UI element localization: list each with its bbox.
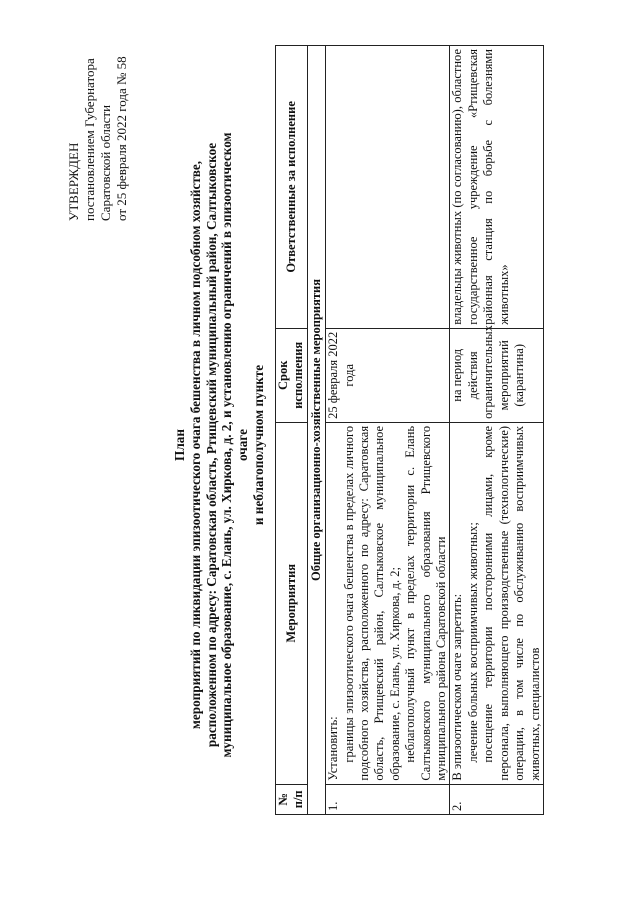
row-num: 1. bbox=[326, 784, 450, 814]
title-line: и неблагополучном пункте bbox=[250, 364, 266, 526]
row-num: 2. bbox=[450, 784, 543, 814]
row-responsible: владельцы животных (по согласованию), областное государственное учреждение «Ртищевская районная станция по борьбе с болезнями животных» bbox=[450, 46, 543, 329]
title-line: План bbox=[172, 429, 187, 461]
title-line: расположенном по адресу: Саратовская область, Ртищевский муниципальный район, Салтыковское bbox=[203, 142, 219, 748]
document-title bbox=[172, 115, 267, 775]
approval-line: Саратовской области bbox=[98, 104, 113, 221]
row-activity bbox=[450, 422, 543, 784]
title-line: мероприятий по ликвидации эпизоотического очага бешенства в личном подсобном хозяйстве, bbox=[187, 160, 203, 730]
activity-paragraph: посещение территории посторонними лицами, кроме персонала, выполняющего производственные (технологические) операции, в том числе по обслуживанию восприимчивых животных, специалистов bbox=[481, 425, 542, 781]
header-activity: Мероприятия bbox=[276, 422, 308, 784]
approval-line: от 25 февраля 2022 года № 58 bbox=[114, 56, 129, 221]
activity-paragraph: границы эпизоотического очага бешенства в пределах личного подсобного хозяйства, расположенного по адресу: Саратовская область, Ртищевский район, Салтыковское муниципальное образование, с. Елань, ул. Хиркова, д. 2; bbox=[341, 425, 402, 781]
activity-intro: Установить: bbox=[326, 716, 341, 781]
row-term: 25 февраля 2022 года bbox=[326, 328, 450, 422]
approval-stamp bbox=[66, 11, 130, 221]
section-title: Общие организационно-хозяйственные мероприятия bbox=[307, 46, 325, 815]
header-num: № п/п bbox=[276, 784, 308, 814]
table-header-row bbox=[276, 46, 308, 815]
section-row bbox=[307, 46, 325, 815]
activity-intro: В эпизоотическом очаге запретить: bbox=[450, 593, 465, 781]
header-responsible: Ответственные за исполнение bbox=[276, 46, 308, 329]
activity-paragraph: лечение больных восприимчивых животных; bbox=[465, 522, 480, 763]
table-row bbox=[450, 46, 543, 815]
approval-line: постановлением Губернатора bbox=[82, 58, 97, 221]
table-row bbox=[326, 46, 450, 815]
title-line: муниципальное образование, с. Елань, ул. Хиркова, д. 2, и установлению ограничений в эпизоотическом очаге bbox=[219, 132, 251, 758]
row-term: на период действия ограничительных мероприятий (карантина) bbox=[450, 328, 543, 422]
header-term: Срок исполнения bbox=[276, 328, 308, 422]
row-activity bbox=[326, 422, 450, 784]
plan-table bbox=[275, 45, 544, 815]
approval-heading: УТВЕРЖДЕН bbox=[66, 142, 81, 221]
row-responsible bbox=[326, 46, 450, 329]
activity-paragraph: неблагополучный пункт в пределах территории с. Елань Салтыковского муниципального образования Ртищевского муниципального района Саратовской области bbox=[403, 425, 449, 781]
